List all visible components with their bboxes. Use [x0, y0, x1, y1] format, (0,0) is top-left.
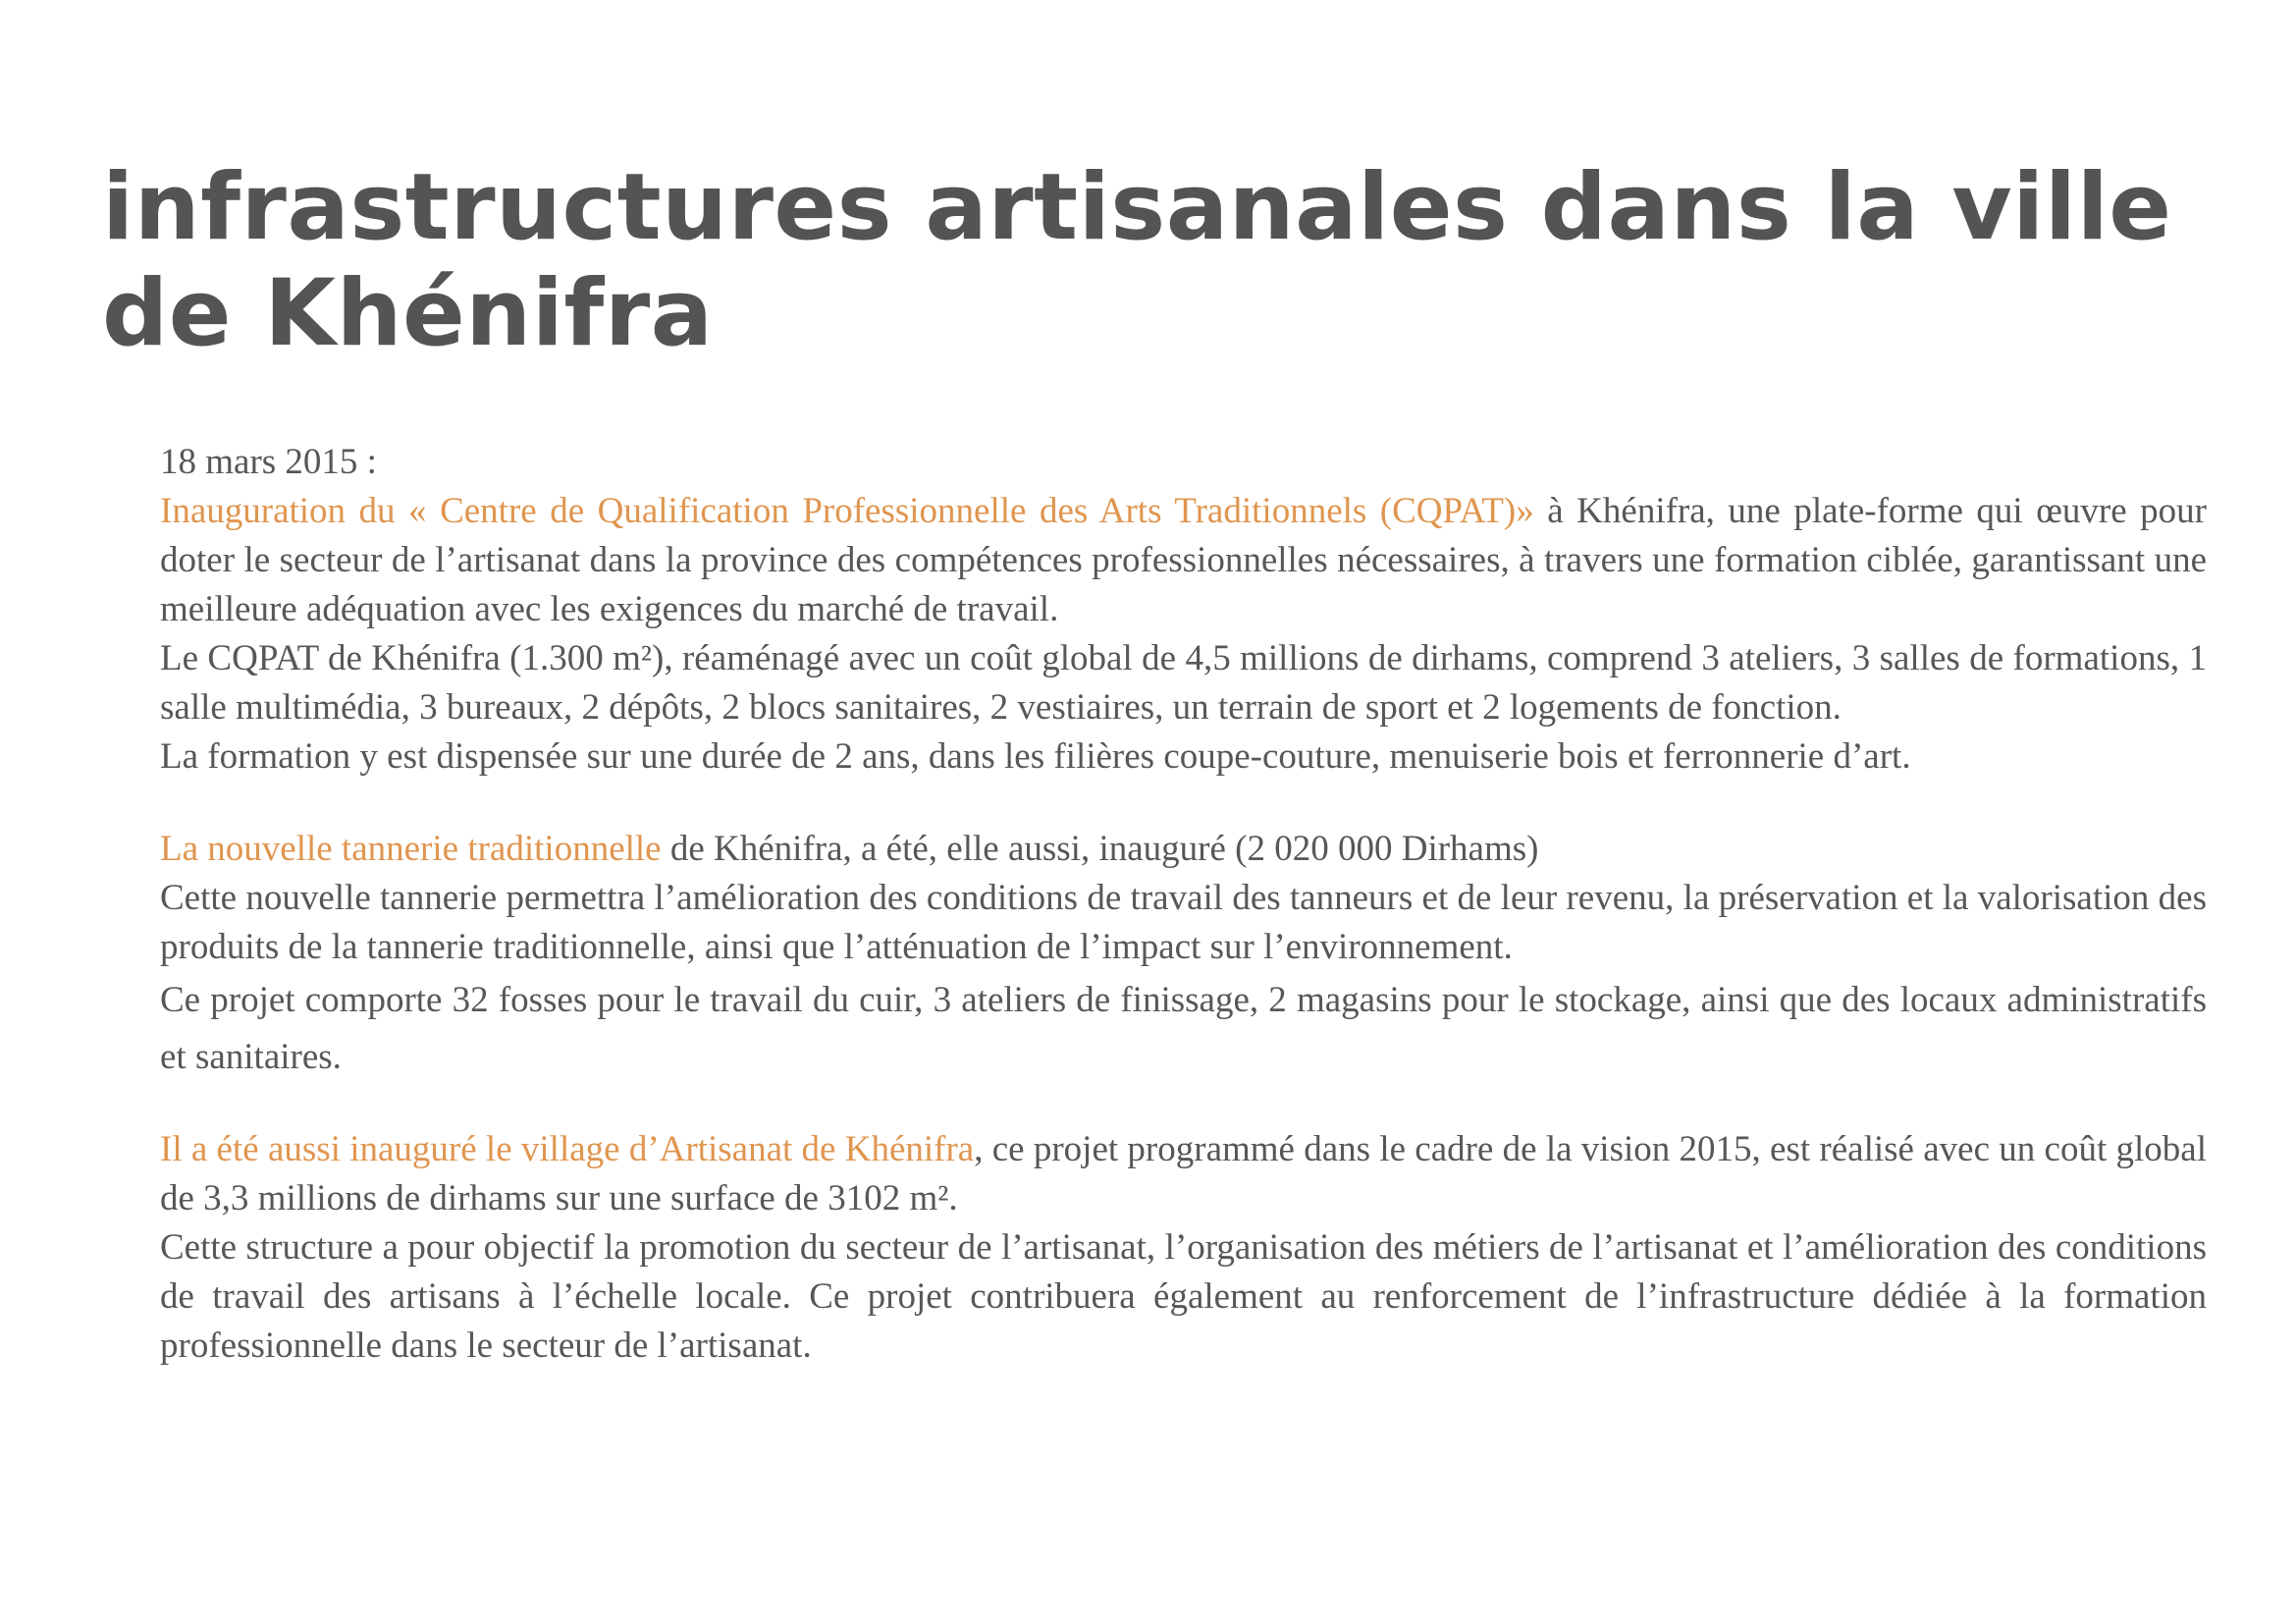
cqpat-training-paragraph: La formation y est dispensée sur une durée de 2 ans, dans les filières coupe-couture, menuiserie bois et ferronnerie d’art.	[160, 736, 1911, 777]
tannery-intro-paragraph	[160, 825, 2207, 874]
tannery-highlight: La nouvelle tannerie traditionnelle	[160, 829, 662, 869]
village-intro-text: , ce projet programmé dans le cadre de la vision 2015, est réalisé avec un coût global de 3,3 millions de dirhams sur une surface de 3102 m².	[160, 1129, 2207, 1218]
village-objective-paragraph: Cette structure a pour objectif la promotion du secteur de l’artisanat, l’organisation des métiers de l’artisanat et l’amélioration des conditions de travail des artisans à l’échelle locale. Ce projet contribuera également au renforcement de l’infrastructure dédiée à la formation professionnelle dans le secteur de l’artisanat.	[160, 1227, 2207, 1366]
date-line: 18 mars 2015 :	[160, 442, 377, 482]
cqpat-intro-paragraph	[160, 487, 2207, 634]
tannery-details-paragraph: Ce projet comporte 32 fosses pour le travail du cuir, 3 ateliers de finissage, 2 magasins pour le stockage, ainsi que des locaux administratifs et sanitaires.	[160, 980, 2207, 1077]
section-spacer	[160, 1086, 2207, 1125]
cqpat-intro-text: à Khénifra, une plate-forme qui œuvre pour doter le secteur de l’artisanat dans la province des compétences professionnelles nécessaires, à travers une formation ciblée, garantissant une meilleure adéquation avec les exigences du marché de travail.	[160, 491, 2208, 629]
section-spacer	[160, 782, 2207, 825]
tannery-benefits-paragraph: Cette nouvelle tannerie permettra l’amélioration des conditions de travail des tanneurs et de leur revenu, la préservation et la valorisation des produits de la tannerie traditionnelle, ainsi que l’atténuation de l’impact sur l’environnement.	[160, 878, 2207, 967]
tannery-intro-text: de Khénifra, a été, elle aussi, inauguré (2 020 000 Dirhams)	[661, 829, 1539, 869]
article-body	[160, 438, 2207, 1371]
page-title: infrastructures artisanales dans la ville de Khénifra	[102, 154, 2172, 367]
cqpat-details-paragraph: Le CQPAT de Khénifra (1.300 m²), réaménagé avec un coût global de 4,5 millions de dirhams, comprend 3 ateliers, 3 salles de formations, 1 salle multimédia, 3 bureaux, 2 dépôts, 2 blocs sanitaires, 2 vestiaires, un terrain de sport et 2 logements de fonction.	[160, 638, 2207, 728]
cqpat-highlight: Inauguration du « Centre de Qualification Professionnelle des Arts Traditionnels (CQPAT)»	[160, 491, 1534, 531]
village-intro-paragraph	[160, 1125, 2207, 1223]
village-highlight: Il a été aussi inauguré le village d’Artisanat de Khénifra	[160, 1129, 975, 1169]
